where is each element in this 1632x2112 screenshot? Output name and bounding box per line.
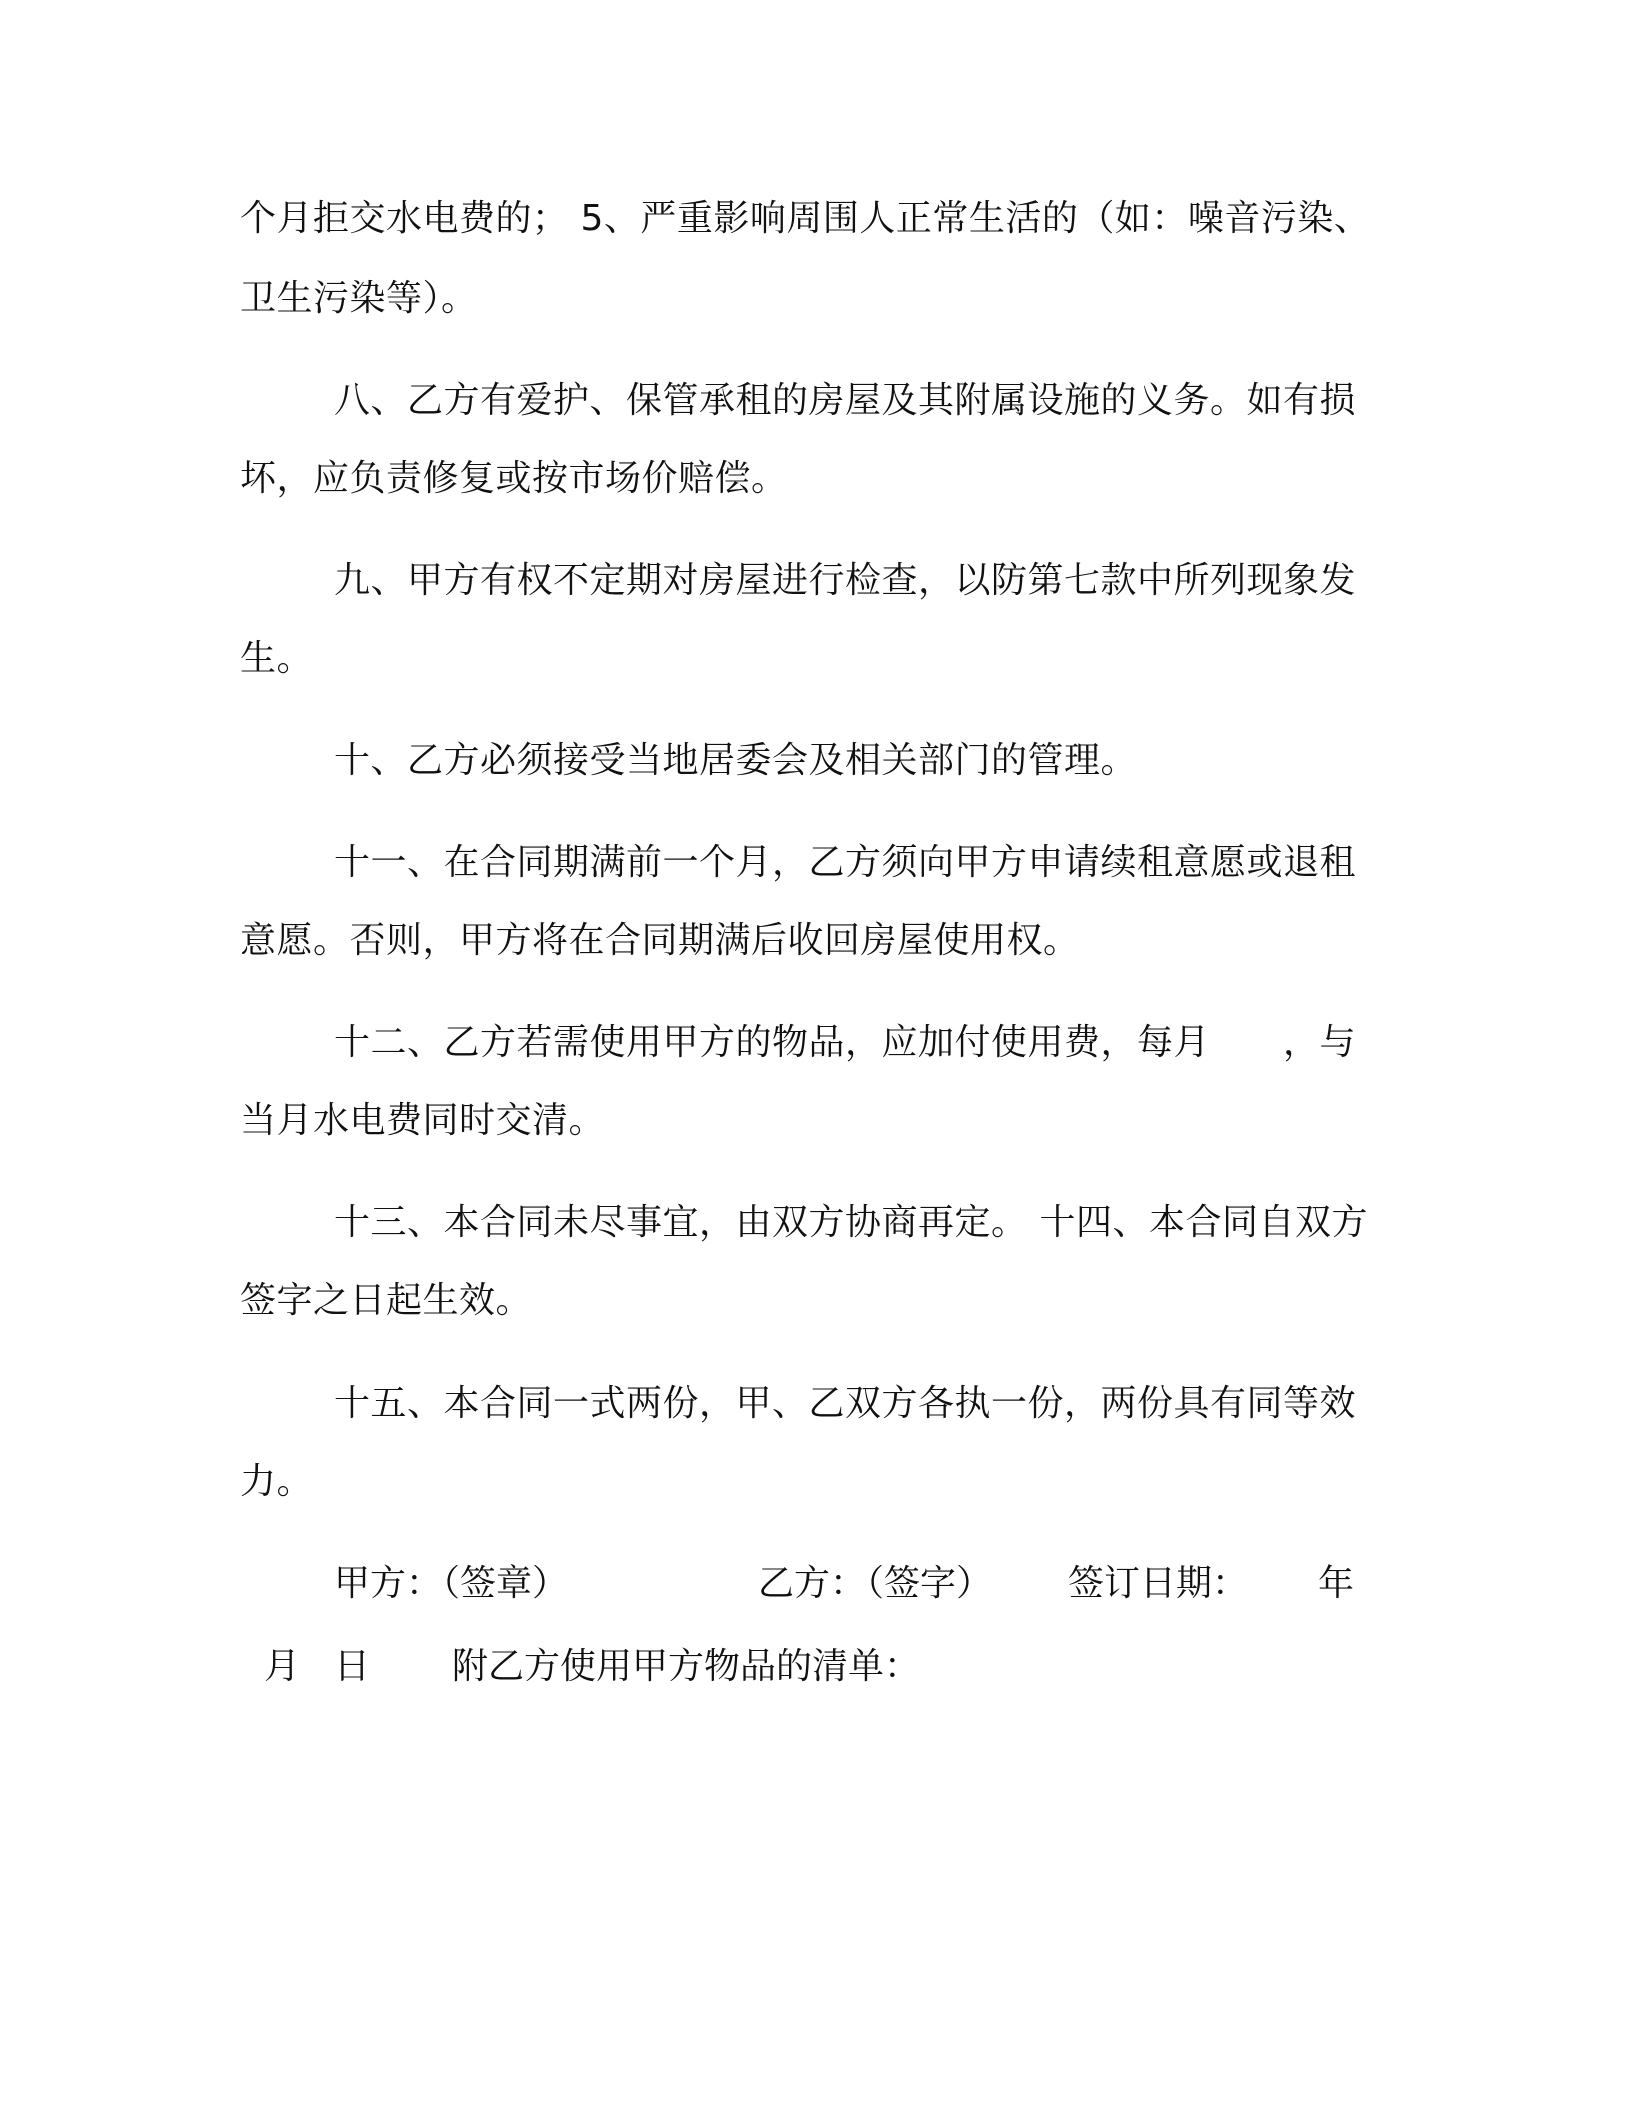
clause-thirteen-line: 十三、本合同未尽事宜，由双方协商再定。 十四、本合同自双方 [334,1202,1368,1243]
paragraph-line: 当月水电费同时交清。 [240,1100,606,1141]
attachment-list-label: 附乙方使用甲方物品的清单： [452,1646,921,1687]
party-a-signature-label: 甲方：（签章） [334,1563,569,1604]
paragraph-line: 个月拒交水电费的； 5、严重影响周围人正常生活的（如：噪音污染、 [240,198,1371,239]
clause-eight-line: 八、乙方有爱护、保管承租的房屋及其附属设施的义务。如有损 [334,380,1357,421]
clause-eleven-line: 十一、在合同期满前一个月，乙方须向甲方申请续租意愿或退租 [334,842,1357,883]
paragraph-line: 签字之日起生效。 [240,1280,533,1321]
paragraph-line: 力。 [240,1461,314,1502]
paragraph-line: 卫生污染等）。 [240,278,478,319]
signing-date-label: 签订日期： [1068,1563,1249,1604]
paragraph-line: 生。 [240,638,314,679]
paragraph-line: 意愿。否则，甲方将在合同期满后收回房屋使用权。 [240,920,1080,961]
date-day-label: 日 [334,1646,371,1687]
paragraph-line: 坏，应负责修复或按市场价赔偿。 [240,458,788,499]
clause-fifteen-line: 十五、本合同一式两份，甲、乙双方各执一份，两份具有同等效 [334,1383,1357,1424]
date-month-label: 月 [264,1646,301,1687]
date-year-label: 年 [1318,1563,1355,1604]
clause-nine-line: 九、甲方有权不定期对房屋进行检查，以防第七款中所列现象发 [334,560,1357,601]
party-b-signature-label: 乙方：（签字） [758,1563,993,1604]
clause-twelve-line: 十二、乙方若需使用甲方的物品，应加付使用费，每月 ，与 [334,1022,1357,1063]
clause-ten-line: 十、乙方必须接受当地居委会及相关部门的管理。 [334,740,1138,781]
